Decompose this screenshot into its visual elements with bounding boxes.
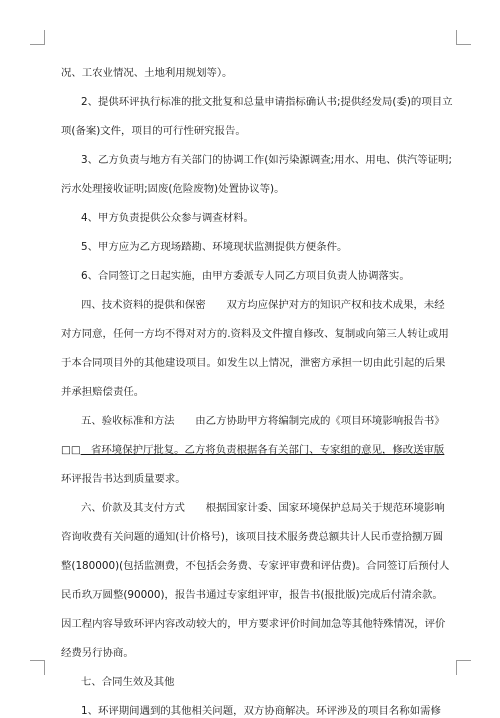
text-line: 民币玖万圆整(90000)，报告书通过专家组评审，报告书(报批版)完成后付清余款。 [61,589,443,601]
text-line: 因工程内容导致环评内容改动较大的，甲方要求评价时间加急等其他特殊情况，评价 [61,618,446,630]
text-line: 并承担赔偿责任。 [61,386,145,398]
section-heading-line: 七、合同生效及其他 [81,676,175,688]
text-line: 2、提供环评执行标准的批文批复和总量申请指标确认书;提供经发局(委)的项目立 [81,96,453,108]
text-line: 对方同意，任何一方均不得对对方的.资料及文件擅自修改、复制或向第三人转让或用 [61,328,449,340]
text-line: 1、环评期间遇到的其他相关问题，双方协商解决。环评涉及的项目名称如需修 [81,705,441,717]
text-line: 况、工农业情况、土地利用规划等）。 [61,67,233,79]
text-line: 项(备案)文件，项目的可行性研究报告。 [61,125,246,137]
section-heading-line: 六、价款及其支付方式 根据国家计委、国家环境保护总局关于规范环境影响 [81,502,445,514]
text-line: 4、甲方负责提供公众参与调查材料。 [81,212,254,224]
text-line: 6、合同签订之日起实施，由甲方委派专人同乙方项目负责人协调落实。 [81,270,410,282]
text-line: 整(180000)(包括监测费，不包括会务费、专家评审费和评估费)。合同签订后预付人 [61,560,450,572]
text-line: 经费另行协商。 [61,647,134,659]
crop-mark-bottom-left [30,660,45,675]
text-line: 5、甲方应为乙方现场踏勘、环境现状监测提供方便条件。 [81,241,348,253]
crop-mark-top-right [456,30,471,45]
crop-mark-bottom-right [456,660,471,675]
section-heading-line: 五、验收标准和方法 由乙方协助甲方将编制完成的《项目环境影响报告书》 [81,415,445,427]
text-line [61,443,444,457]
section-heading-line: 四、技术资料的提供和保密 双方均应保护对方的知识产权和技术成果，未经 [81,299,445,311]
text-line: 污水处理接收证明;固废(危险废物)处置协议等)。 [61,183,285,195]
text-line: 咨询收费有关问题的通知(计价格号)，该项目技术服务费总额共计人民币壹拾捌万圆 [61,531,444,543]
text-line: 于本合同项目外的其他建设项目。如发生以上情况，泄密方承担一切由此引起的后果 [61,357,446,369]
text-span: 省环境保护厅批复。乙方将负责根据各有关部门、专家组的意见，修改送审版 [80,444,445,456]
blank-placeholder: □□ [61,444,81,456]
text-line: 环评报告书达到质量要求。 [61,473,186,485]
text-line: 3、乙方负责与地方有关部门的协调工作(如污染源调查;用水、用电、供汽等证明; [81,154,452,166]
crop-mark-top-left [30,30,45,45]
